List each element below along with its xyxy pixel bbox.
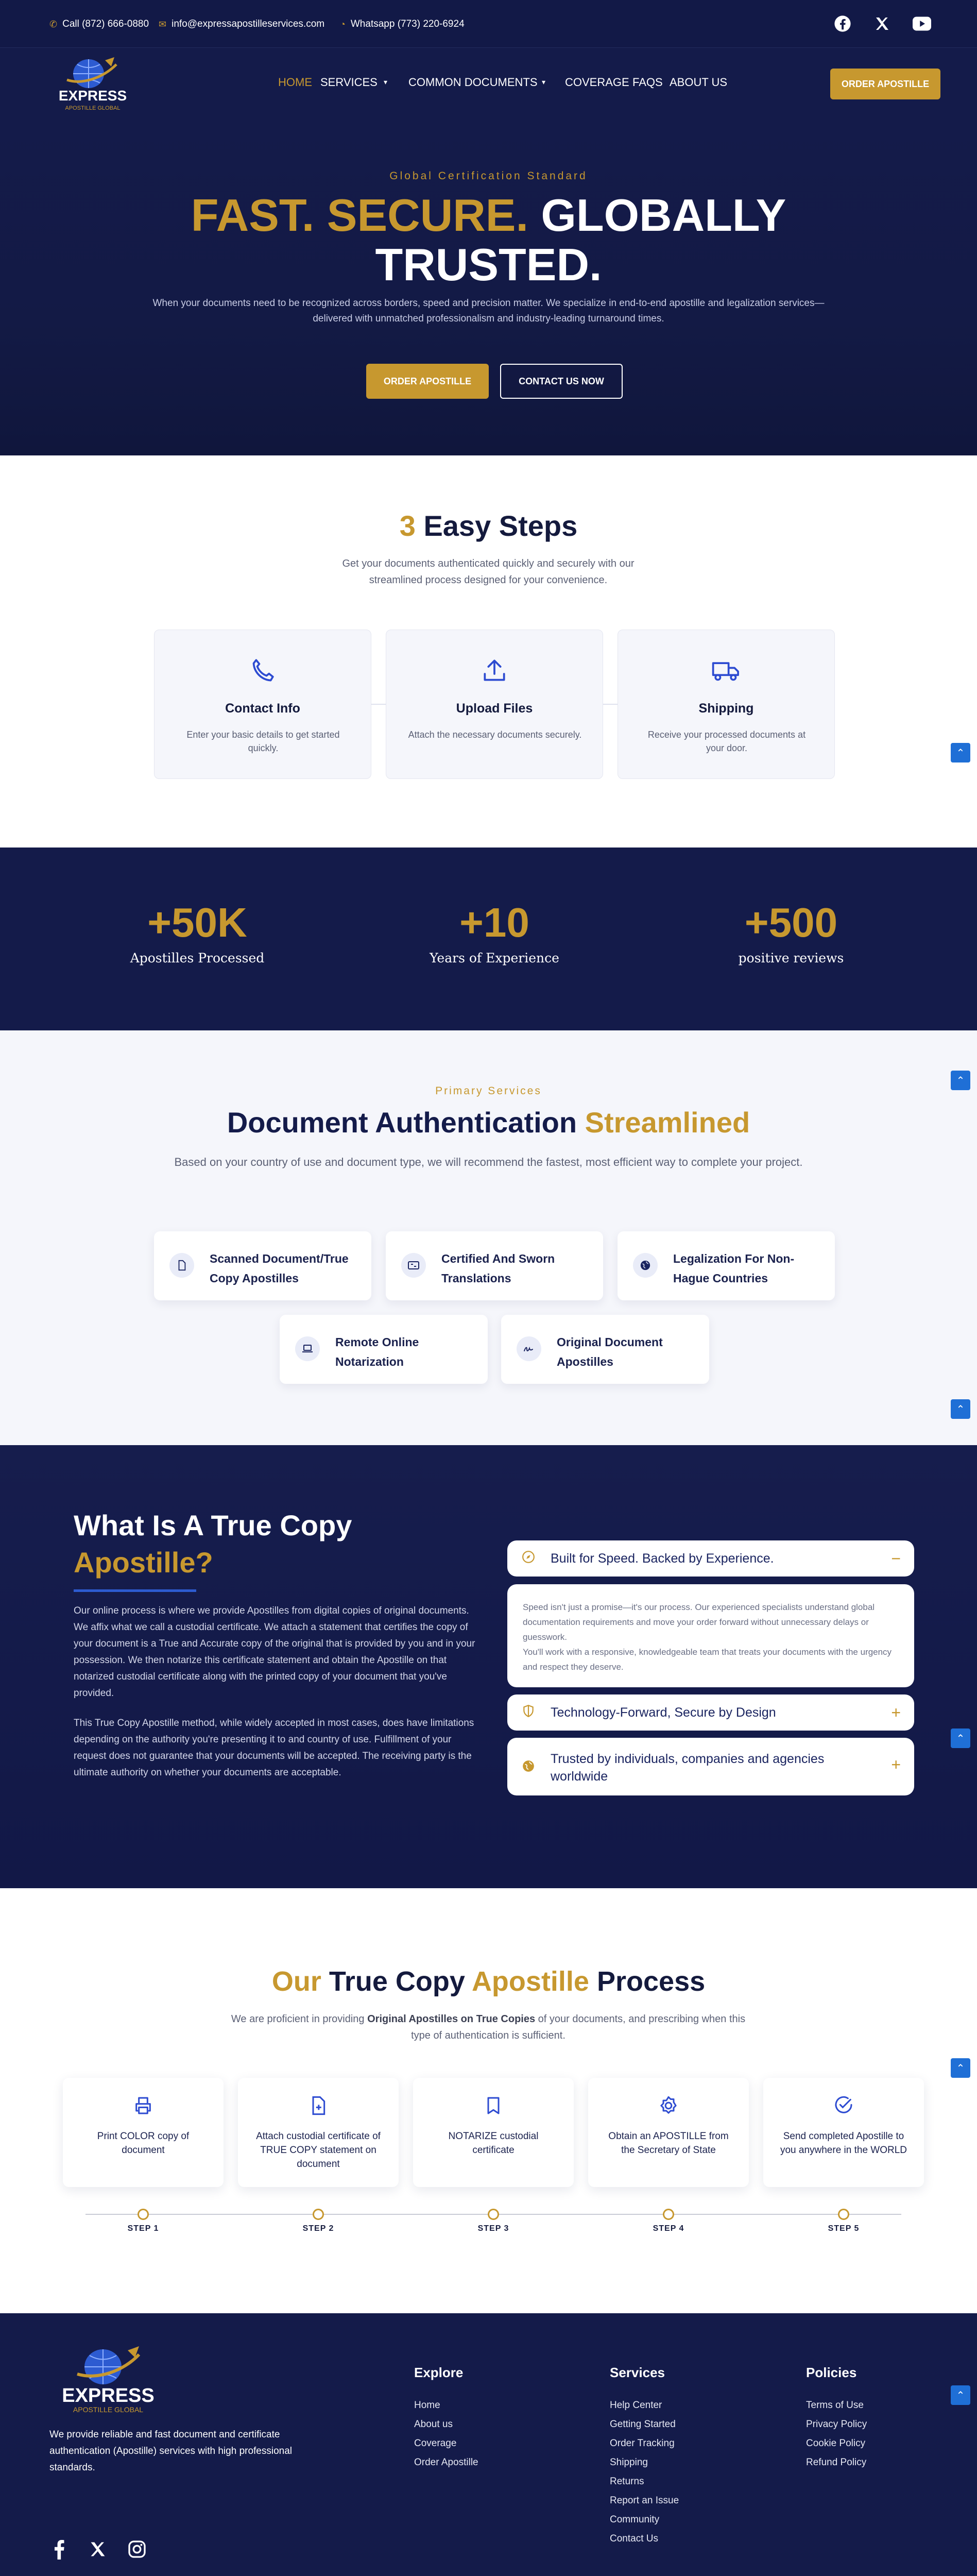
scroll-to-top-button[interactable] xyxy=(951,1399,970,1419)
stat-label: Years of Experience xyxy=(430,951,559,965)
accordion-item-technology[interactable] xyxy=(507,1694,914,1731)
stat-label: Apostilles Processed xyxy=(130,951,265,965)
step-desc: Enter your basic details to get started quickly. xyxy=(186,730,340,753)
youtube-icon[interactable] xyxy=(912,13,932,34)
footer-link[interactable]: Returns xyxy=(610,2476,644,2487)
true-copy-title: What Is A True Copy Apostille? xyxy=(74,1509,352,1579)
phone-icon: ✆ xyxy=(49,19,58,29)
service-label: Original Document Apostilles xyxy=(557,1335,663,1368)
footer-link[interactable]: Help Center xyxy=(610,2400,662,2411)
stats-section xyxy=(0,848,977,1030)
scroll-to-top-button[interactable] xyxy=(951,2385,970,2405)
hero-section xyxy=(0,121,977,455)
accordion-title: Trusted by individuals, companies and agencies worldwide xyxy=(551,1752,825,1784)
footer-services-heading: Services xyxy=(610,2365,665,2380)
footer-link[interactable]: Community xyxy=(610,2514,660,2525)
process-card-step-2 xyxy=(238,2078,399,2187)
accordion-title: Built for Speed. Backed by Experience. xyxy=(551,1551,774,1566)
footer-link[interactable]: Terms of Use xyxy=(806,2400,864,2411)
shield-icon xyxy=(522,1704,535,1721)
printer-icon xyxy=(63,2095,224,2121)
top-phone[interactable]: ✆ Call (872) 666-0880 xyxy=(49,19,149,29)
expand-icon[interactable]: + xyxy=(891,1703,901,1722)
file-plus-icon xyxy=(238,2095,399,2121)
accordion-body-text: You'll work with a responsive, knowledgeable team that treats your documents with the urgency and respect they deserve. xyxy=(523,1647,892,1672)
top-email[interactable]: ✉ info@expressapostilleservices.com xyxy=(159,19,325,29)
footer-link[interactable]: Cookie Policy xyxy=(806,2438,866,2449)
nav-faqs[interactable]: FAQS xyxy=(632,76,663,89)
svg-text:APOSTILLE GLOBAL: APOSTILLE GLOBAL xyxy=(65,105,121,111)
service-label: Remote Online Notarization xyxy=(335,1335,419,1368)
accordion-panel-speed xyxy=(507,1584,914,1687)
upload-icon xyxy=(386,656,603,691)
footer-link[interactable]: Getting Started xyxy=(610,2419,676,2430)
laptop-icon xyxy=(295,1336,320,1361)
badge-icon xyxy=(588,2095,749,2121)
step-card-contact-info xyxy=(154,630,371,779)
footer-services-links xyxy=(610,2396,679,2548)
footer-link[interactable]: Contact Us xyxy=(610,2533,658,2544)
step-label: STEP 1 xyxy=(127,2224,159,2233)
service-label: Certified And Sworn Translations xyxy=(441,1252,555,1285)
step-connector xyxy=(371,704,386,705)
document-icon xyxy=(169,1253,194,1278)
top-whatsapp[interactable]: ◔ Whatsapp (773) 220-6924 xyxy=(340,19,465,29)
step-title: Contact Info xyxy=(225,701,300,716)
accordion-body-text: Speed isn't just a promise—it's our process. Our experienced specialists understand global documentation requirements and move your order forward without unnecessary delays or guesswork. xyxy=(523,1602,875,1642)
process-card-step-1 xyxy=(63,2078,224,2187)
accordion-title: Technology-Forward, Secure by Design xyxy=(551,1705,776,1720)
process-text: Attach custodial certificate of TRUE COPY statement on document xyxy=(256,2131,381,2170)
globe-icon xyxy=(633,1253,658,1278)
globe-logo-icon xyxy=(52,2342,165,2414)
footer-link[interactable]: Coverage xyxy=(414,2438,457,2449)
check-circle-icon xyxy=(763,2095,924,2121)
compass-icon xyxy=(522,1550,535,1567)
process-card-step-5 xyxy=(763,2078,924,2187)
process-text: Print COLOR copy of document xyxy=(97,2131,190,2156)
step-title: Upload Files xyxy=(456,701,533,716)
truck-icon xyxy=(618,656,834,691)
title-underline xyxy=(74,1589,196,1592)
stat-value: +50K xyxy=(147,900,247,945)
footer-link[interactable]: Privacy Policy xyxy=(806,2419,867,2430)
services-subtitle: Based on your country of use and document type, we will recommend the fastest, most efficient way to complete your project. xyxy=(174,1156,803,1168)
true-copy-paragraph-1: Our online process is where we provide Apostilles from digital copies of original documents. We affix what we call a custodial certificate. We attach a statement that certifies the copy of your document is a True and Accurate copy of the original that is provided by you and in your possession. We then notarize this certificate statement and obtain the Apostille on that notarized custodial certificate along with the printed copy of your document that you've provided. xyxy=(74,1605,475,1699)
footer-link[interactable]: Report an Issue xyxy=(610,2495,679,2506)
footer-logo[interactable] xyxy=(52,2342,165,2414)
footer-policies-heading: Policies xyxy=(806,2365,857,2380)
mail-icon: ✉ xyxy=(159,19,167,29)
footer-link[interactable]: About us xyxy=(414,2419,453,2430)
scroll-to-top-button[interactable] xyxy=(951,2058,970,2078)
whatsapp-icon: ◔ xyxy=(340,19,346,29)
chevron-up-icon: ⌃ xyxy=(956,1075,965,1087)
main-nav xyxy=(0,47,977,121)
footer-link[interactable]: Order Tracking xyxy=(610,2438,675,2449)
process-text: Send completed Apostille to you anywhere in the WORLD xyxy=(780,2131,907,2156)
nav-order-apostille-button[interactable]: ORDER APOSTILLE xyxy=(830,69,940,99)
process-section xyxy=(0,1888,977,2313)
accordion-item-speed[interactable] xyxy=(507,1540,914,1577)
accordion-item-trusted[interactable] xyxy=(507,1738,914,1795)
timeline-dot xyxy=(838,2209,849,2220)
site-logo[interactable] xyxy=(52,53,134,115)
footer-explore-heading: Explore xyxy=(414,2365,464,2380)
svg-text:EXPRESS: EXPRESS xyxy=(62,2385,155,2406)
timeline-dot xyxy=(488,2209,499,2220)
phone-icon xyxy=(155,656,371,691)
facebook-icon[interactable] xyxy=(832,13,853,34)
top-bar xyxy=(0,0,977,47)
footer-link[interactable]: Refund Policy xyxy=(806,2457,867,2468)
hero-subtitle: When your documents need to be recognized across borders, speed and precision matter. We specialize in end-to-end apostille and legalization services—delivered with unmatched professionalism and industry-leading turnaround times. xyxy=(152,298,825,324)
footer-x-twitter-icon[interactable] xyxy=(89,2540,107,2563)
service-label: Legalization For Non-Hague Countries xyxy=(673,1252,795,1285)
footer-link[interactable]: Home xyxy=(414,2400,440,2411)
steps-title: 3 Easy Steps xyxy=(399,510,578,542)
service-card-true-copy[interactable] xyxy=(154,1231,371,1300)
documents-chevron-down-icon[interactable]: ▾ xyxy=(542,78,546,86)
stat-label: positive reviews xyxy=(738,951,844,965)
bookmark-icon xyxy=(413,2095,574,2121)
step-label: STEP 3 xyxy=(477,2224,509,2233)
process-subtitle: We are proficient in providing Original Apostilles on True Copies of your documents, and prescribing when this type of authentication is sufficient. xyxy=(231,2013,746,2041)
nav-home[interactable]: HOME xyxy=(278,76,312,89)
process-title: Our True Copy Apostille Process xyxy=(271,1966,706,1997)
footer xyxy=(0,2313,977,2576)
services-section xyxy=(0,1030,977,1445)
hero-order-apostille-button[interactable]: ORDER APOSTILLE xyxy=(366,364,489,399)
steps-subtitle: Get your documents authenticated quickly and securely with our streamlined process designed for your convenience. xyxy=(342,558,635,586)
step-connector xyxy=(603,704,618,705)
chevron-up-icon: ⌃ xyxy=(956,1403,965,1415)
expand-icon[interactable]: + xyxy=(891,1755,901,1774)
footer-link[interactable]: Order Apostille xyxy=(414,2457,478,2468)
step-label: STEP 2 xyxy=(302,2224,334,2233)
step-title: Shipping xyxy=(698,701,754,716)
globe-icon xyxy=(522,1759,535,1775)
step-desc: Receive your processed documents at your door. xyxy=(647,730,806,753)
step-label: STEP 4 xyxy=(653,2224,684,2233)
hero-contact-us-button[interactable]: CONTACT US NOW xyxy=(500,364,623,399)
nav-about-us[interactable]: ABOUT US xyxy=(670,76,728,89)
hero-title-line-1: FAST. SECURE. GLOBALLY xyxy=(191,190,786,241)
process-text: NOTARIZE custodial certificate xyxy=(448,2131,539,2156)
footer-description: We provide reliable and fast document and certificate authentication (Apostille) services with high professional standards. xyxy=(49,2429,293,2473)
chevron-up-icon: ⌃ xyxy=(956,1733,965,1744)
footer-facebook-icon[interactable] xyxy=(52,2540,67,2564)
chevron-up-icon: ⌃ xyxy=(956,2062,965,2074)
stat-value: +500 xyxy=(744,900,838,945)
signature-icon xyxy=(517,1336,541,1361)
process-card-step-4 xyxy=(588,2078,749,2187)
service-card-translations[interactable] xyxy=(386,1231,603,1300)
step-card-shipping xyxy=(618,630,835,779)
chevron-up-icon: ⌃ xyxy=(956,2389,965,2401)
nav-common-documents[interactable]: COMMON DOCUMENTS xyxy=(408,76,538,89)
chevron-up-icon: ⌃ xyxy=(956,747,965,759)
nav-services[interactable]: SERVICES xyxy=(320,76,378,89)
timeline-dot xyxy=(138,2209,149,2220)
timeline-dot xyxy=(663,2209,674,2220)
hero-title-line-2: TRUSTED. xyxy=(375,239,602,290)
x-twitter-icon[interactable] xyxy=(872,13,893,34)
timeline-dot xyxy=(313,2209,324,2220)
footer-policies-links xyxy=(806,2396,867,2472)
process-card-step-3 xyxy=(413,2078,574,2187)
process-text: Obtain an APOSTILLE from the Secretary of State xyxy=(608,2131,729,2156)
services-title: Document Authentication Streamlined xyxy=(227,1106,750,1139)
footer-link[interactable]: Shipping xyxy=(610,2457,648,2468)
nav-coverage[interactable]: COVERAGE xyxy=(565,76,629,89)
svg-text:APOSTILLE GLOBAL: APOSTILLE GLOBAL xyxy=(73,2405,144,2414)
footer-explore-links xyxy=(414,2396,478,2472)
step-desc: Attach the necessary documents securely. xyxy=(408,730,582,740)
service-card-legalization[interactable] xyxy=(618,1231,835,1300)
services-chevron-down-icon[interactable]: ▾ xyxy=(384,78,388,86)
step-card-upload-files xyxy=(386,630,603,779)
scroll-to-top-button[interactable] xyxy=(951,1728,970,1748)
service-card-remote-notarization[interactable] xyxy=(280,1315,488,1384)
collapse-icon[interactable]: − xyxy=(891,1549,901,1568)
scroll-to-top-button[interactable] xyxy=(951,743,970,762)
true-copy-section xyxy=(0,1445,977,1888)
translate-icon xyxy=(401,1253,426,1278)
service-label: Scanned Document/True Copy Apostilles xyxy=(210,1252,349,1285)
step-label: STEP 5 xyxy=(828,2224,860,2233)
services-eyebrow: Primary Services xyxy=(435,1085,542,1097)
stat-value: +10 xyxy=(459,900,529,945)
footer-instagram-icon[interactable] xyxy=(128,2540,146,2563)
globe-logo-icon xyxy=(52,53,134,115)
svg-text:EXPRESS: EXPRESS xyxy=(58,88,127,104)
true-copy-paragraph-2: This True Copy Apostille method, while widely accepted in most cases, does have limitations depending on the authority you're presenting it to and country of use. Fulfillment of your request does not guarantee that your documents will be accepted. The receiving party is the ultimate authority on whether your documents are acceptable. xyxy=(74,1718,474,1778)
hero-eyebrow: Global Certification Standard xyxy=(389,170,588,182)
service-card-original-apostilles[interactable] xyxy=(501,1315,709,1384)
